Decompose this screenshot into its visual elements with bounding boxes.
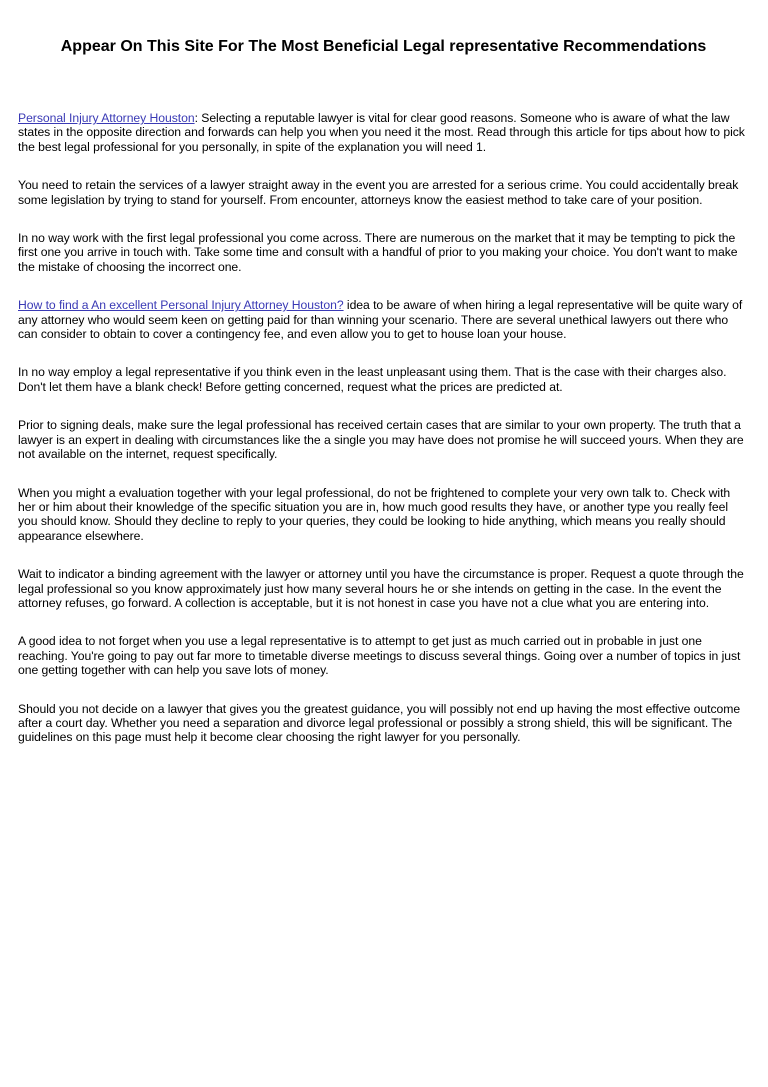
- paragraph-8: Wait to indicator a binding agreement with the lawyer or attorney until you have the circumstance is proper. Request a quote through the legal professional so you know approximately just how many several hours he or she intends on getting in the case. In the event the attorney refuses, go forward. A collection is acceptable, but it is not honest in case you have not a clue what you are entering into.: [18, 567, 744, 610]
- paragraph-9: A good idea to not forget when you use a legal representative is to attempt to get just as much carried out in probable in just one reaching. You're going to pay out far more to timetable diverse meetings to discuss several things. Going over a number of topics in just one getting together with can help you save lots of money.: [18, 634, 741, 678]
- paragraph-10: Should you not decide on a lawyer that gives you the greatest guidance, you will possibly not end up having the most effective outcome after a court day. Whether you need a separation and divorce legal professional or possibly a strong shield, this will be significant. The guidelines on this page must help it become clear choosing the right lawyer for you personally.: [18, 701, 741, 745]
- paragraph-4-text: idea to be aware of when hiring a legal representative will be quite wary of any attorney who would seem keen on getting paid for than winning your scenario. There are several unethical lawyers out there who can consider to obtain to cover a contingency fee, and even allow you to get to house loan your house.: [18, 298, 743, 342]
- document-body: [18, 111, 749, 745]
- paragraph-1: [18, 111, 749, 154]
- paragraph-3: In no way work with the first legal professional you come across. There are numerous on the market that it may be tempting to pick the first one you arrive in touch with. Take some time and consult with a handful of prior to you making your choice. You don't want to make the mistake of choosing the incorrect one.: [18, 231, 738, 274]
- paragraph-1-text: : Selecting a reputable lawyer is vital for clear good reasons. Someone who is aware of what the law states in the opposite direction and forwards can help you when you need it the most. Read through this article for tips about how to pick the best legal professional for you personally, in spite of the explanation you will need 1.: [18, 111, 745, 154]
- paragraph-2: You need to retain the services of a lawyer straight away in the event you are arrested for a serious crime. You could accidentally break some legislation by trying to stand for yourself. From encounter, attorneys know the easiest method to take care of your position.: [18, 178, 739, 207]
- how-to-find-attorney-link[interactable]: How to find a An excellent Personal Injury Attorney Houston?: [18, 298, 344, 313]
- paragraph-6: Prior to signing deals, make sure the legal professional has received certain cases that are similar to your own property. The truth that a lawyer is an expert in dealing with circumstances like the a single you may have does not promise he will succeed yours. When they are not available on the internet, request specifically.: [18, 418, 744, 462]
- page-title: Appear On This Site For The Most Beneficial Legal representative Recommendations: [60, 38, 707, 55]
- paragraph-5: In no way employ a legal representative if you think even in the least unpleasant using them. That is the case with their charges also. Don't let them have a blank check! Before getting concerned, request what the prices are predicted at.: [18, 365, 727, 394]
- personal-injury-attorney-link[interactable]: Personal Injury Attorney Houston: [18, 111, 195, 125]
- paragraph-4: [18, 298, 749, 341]
- paragraph-7: When you might a evaluation together with your legal professional, do not be frightened to complete your very own talk to. Check with her or him about their knowledge of the specific situation you are in, how much good results they have, or another type you really feel you should know. Should they decline to reply to your queries, they could be looking to hide anything, which means you really should appearance elsewhere.: [18, 485, 731, 543]
